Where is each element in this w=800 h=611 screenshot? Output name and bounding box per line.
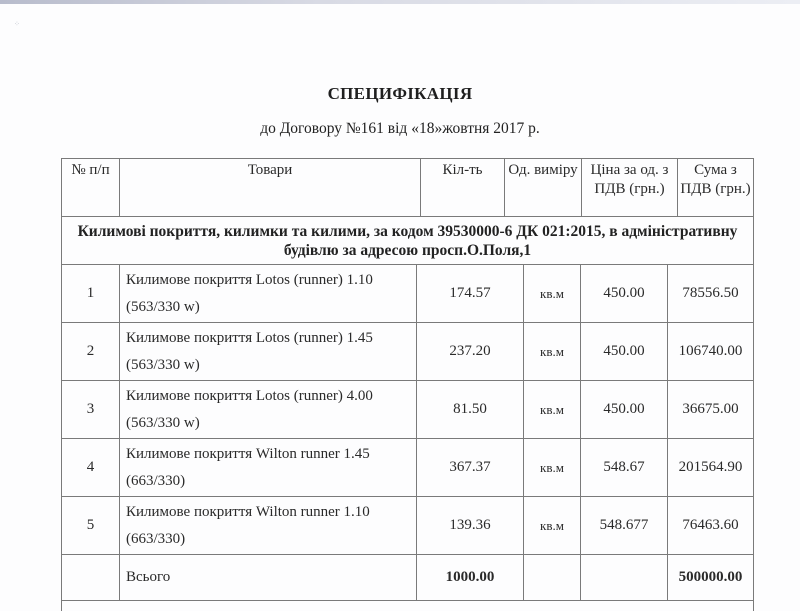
specification-table <box>61 158 754 611</box>
row-unit: кв.м <box>523 497 580 554</box>
row-sum: 36675.00 <box>667 381 754 438</box>
row-unit: кв.м <box>523 439 580 496</box>
row-unit: кв.м <box>523 381 580 438</box>
row-no: 4 <box>61 439 119 496</box>
table-header-row <box>61 158 754 217</box>
total-qty: 1000.00 <box>416 555 523 600</box>
total-label: Всього <box>119 555 416 600</box>
table-row <box>61 439 754 497</box>
table-row <box>61 323 754 381</box>
row-price: 548.677 <box>580 497 667 554</box>
row-sum: 78556.50 <box>667 265 754 322</box>
table-row <box>61 381 754 439</box>
row-name-line2: (663/330) <box>126 473 186 489</box>
row-qty: 174.57 <box>416 265 523 322</box>
row-qty: 367.37 <box>416 439 523 496</box>
row-sum: 106740.00 <box>667 323 754 380</box>
total-sum: 500000.00 <box>667 555 754 600</box>
row-qty: 237.20 <box>416 323 523 380</box>
total-row <box>61 555 754 601</box>
section-title: Килимові покриття, килимки та килими, за кодом 39530000-6 ДК 021:2015, в адміністративну будівлю за адресою просп.О.Поля,1 <box>61 217 754 264</box>
row-name-line2: (563/330 w) <box>126 299 200 315</box>
table-row <box>61 497 754 555</box>
header-qty: Кіл-ть <box>420 159 504 216</box>
table-row <box>61 265 754 323</box>
row-price: 450.00 <box>580 323 667 380</box>
row-name-line1: Килимове покриття Lotos (runner) 1.10 <box>126 272 373 288</box>
row-name-line1: Килимове покриття Wilton runner 1.45 <box>126 446 370 462</box>
row-name <box>119 323 416 380</box>
row-name-line1: Килимове покриття Lotos (runner) 1.45 <box>126 330 373 346</box>
row-price: 548.67 <box>580 439 667 496</box>
row-no: 2 <box>61 323 119 380</box>
row-name-line2: (563/330 w) <box>126 357 200 373</box>
header-sum: Сума з ПДВ (грн.) <box>677 159 754 216</box>
header-name: Товари <box>119 159 420 216</box>
scan-edge-artifact <box>0 0 800 4</box>
table-continuation <box>61 601 754 611</box>
document-title: СПЕЦИФІКАЦІЯ <box>327 84 473 103</box>
row-sum: 201564.90 <box>667 439 754 496</box>
header-price: Ціна за од. з ПДВ (грн.) <box>581 159 677 216</box>
row-name <box>119 497 416 554</box>
section-row <box>61 217 754 265</box>
row-name-line1: Килимове покриття Lotos (runner) 4.00 <box>126 388 373 404</box>
row-qty: 81.50 <box>416 381 523 438</box>
row-name-line2: (563/330 w) <box>126 415 200 431</box>
row-name <box>119 265 416 322</box>
row-name-line2: (663/330) <box>126 531 186 547</box>
row-unit: кв.м <box>523 323 580 380</box>
row-name-line1: Килимове покриття Wilton runner 1.10 <box>126 504 370 520</box>
total-price-empty <box>580 555 667 600</box>
header-unit: Од. виміру <box>504 159 581 216</box>
row-no: 5 <box>61 497 119 554</box>
total-unit-empty <box>523 555 580 600</box>
row-unit: кв.м <box>523 265 580 322</box>
total-no-empty <box>61 555 119 600</box>
row-sum: 76463.60 <box>667 497 754 554</box>
document-subtitle: до Договору №161 від «18»жовтня 2017 р. <box>260 120 540 137</box>
row-no: 1 <box>61 265 119 322</box>
row-price: 450.00 <box>580 381 667 438</box>
row-name <box>119 381 416 438</box>
row-qty: 139.36 <box>416 497 523 554</box>
row-no: 3 <box>61 381 119 438</box>
row-name <box>119 439 416 496</box>
row-price: 450.00 <box>580 265 667 322</box>
header-no: № п/п <box>61 159 119 216</box>
scan-speck: ⁘ <box>14 20 20 28</box>
